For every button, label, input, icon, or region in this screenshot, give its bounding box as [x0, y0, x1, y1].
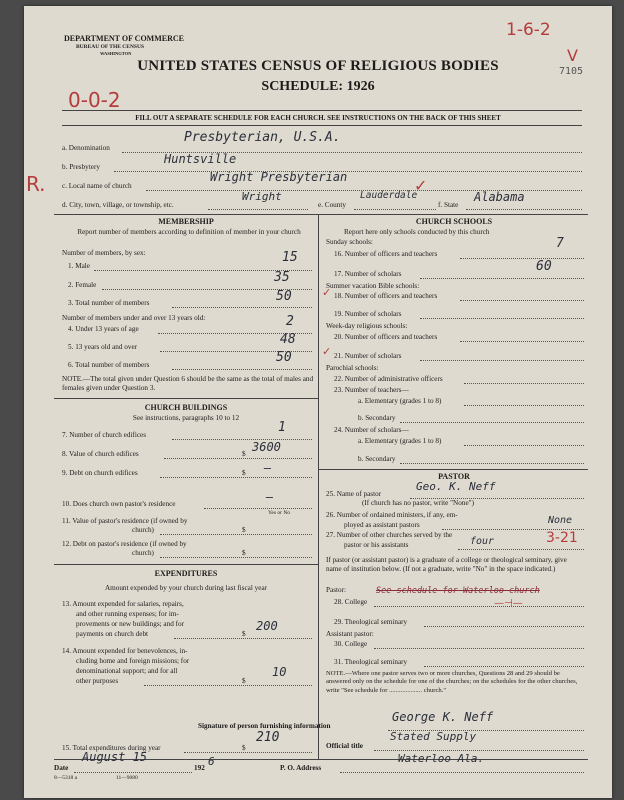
q25-hint: (If church has no pastor, write "None")	[362, 499, 474, 507]
q12-dollar: $	[242, 549, 246, 557]
official-title-value: Stated Supply	[390, 730, 477, 743]
q5-label: 5. 13 years old and over	[68, 343, 138, 351]
state-value: Alabama	[474, 190, 525, 204]
q31-line	[424, 666, 584, 667]
membership-note: NOTE.—The total given under Question 6 should be the same as the total of males and females given under Question 3.	[62, 375, 314, 392]
q10-label: 10. Does church own pastor's residence	[62, 500, 176, 508]
weekday-schools-label: Week-day religious schools:	[326, 322, 408, 330]
q31-label: 31. Theological seminary	[334, 658, 408, 666]
q14-label-line1: 14. Amount expended for benevolences, in-	[62, 647, 188, 655]
q21-label: 21. Number of scholars	[334, 352, 402, 360]
county-label: e. County	[318, 201, 346, 209]
q25-value: Geo. K. Neff	[416, 480, 496, 493]
q1-value: 15	[282, 250, 298, 265]
buildings-sub: See instructions, paragraphs 10 to 12	[132, 414, 240, 422]
year-value: 6	[208, 755, 215, 768]
q20-label: 20. Number of officers and teachers	[334, 333, 438, 341]
state-line	[466, 209, 582, 210]
q19-line	[420, 318, 584, 319]
city-line: WASHINGTON	[100, 51, 132, 56]
q18-check-mark: ✓	[322, 286, 332, 299]
date-value: August 15	[82, 750, 148, 764]
q21-check-mark: ✓	[322, 345, 332, 358]
department-line: DEPARTMENT OF COMMERCE	[64, 34, 185, 43]
county-value: Lauderdale	[360, 190, 418, 201]
q24a-line	[464, 445, 584, 446]
red-date-mark: 1-6-2	[506, 20, 551, 40]
date-label: Date	[54, 764, 69, 772]
q19-label: 19. Number of scholars	[334, 310, 402, 318]
q5-value: 48	[280, 332, 296, 347]
q13-dollar: $	[242, 630, 246, 638]
q12-label-line1: 12. Debt on pastor's residence (if owned by	[62, 540, 187, 548]
assistant-subhead: Assistant pastor:	[326, 630, 374, 638]
q29-line	[424, 626, 584, 627]
header-rule-bottom	[62, 125, 582, 126]
q17-value: 60	[536, 259, 552, 274]
q14-line	[144, 685, 312, 686]
pastor-subhead: Pastor:	[326, 586, 346, 594]
q12-line	[160, 557, 312, 558]
q30-line	[374, 648, 584, 649]
red-check-mark: V	[567, 46, 578, 65]
q13-label-line2: and other running expenses; for im-	[76, 610, 179, 618]
q14-dollar: $	[242, 677, 246, 685]
q11-dollar: $	[242, 526, 246, 534]
q27-value: four	[470, 536, 495, 547]
q23b-line	[400, 422, 584, 423]
q12-label-line2: church)	[132, 549, 154, 557]
q7-value: 1	[278, 420, 286, 435]
q24b-label: b. Secondary	[358, 455, 396, 463]
q29-label: 29. Theological seminary	[334, 618, 408, 626]
q14-label-line4: other purposes	[76, 677, 119, 685]
presbytery-line	[114, 171, 582, 172]
by-sex-label: Number of members, by sex:	[62, 249, 146, 257]
q9-line	[160, 477, 312, 478]
q28-red-strike: —⊣—	[494, 598, 523, 609]
form-code: 8—5318 a	[54, 775, 78, 781]
parochial-schools-label: Parochial schools:	[326, 364, 379, 372]
q18-label: 18. Number of officers and teachers	[334, 292, 438, 300]
red-r-mark: R.	[26, 172, 46, 196]
print-code: 11—9080	[116, 775, 138, 781]
q7-line	[172, 439, 312, 440]
q28-label: 28. College	[334, 598, 368, 606]
q28-line	[374, 606, 584, 607]
q26-label-line1: 26. Number of ordained ministers, if any, em-	[326, 511, 458, 519]
q2-value: 35	[274, 270, 290, 285]
q3-line	[172, 307, 312, 308]
q24b-line	[400, 463, 584, 464]
q27-label-line2: pastor or his assistants	[344, 541, 409, 549]
q14-value: 10	[272, 665, 287, 679]
form-instruction: FILL OUT A SEPARATE SCHEDULE FOR EACH CHURCH. SEE INSTRUCTIONS ON THE BACK OF THIS SHEET	[135, 114, 501, 122]
q27-line	[458, 549, 584, 550]
q13-label-line4: payments on church debt	[76, 630, 149, 638]
q15-line	[184, 752, 312, 753]
schools-heading: CHURCH SCHOOLS	[415, 217, 493, 226]
official-title-line	[374, 750, 584, 751]
church-name-value: Wright Presbyterian	[210, 170, 348, 184]
q11-label-line2: church)	[132, 526, 154, 534]
summer-schools-label: Summer vacation Bible schools:	[326, 282, 420, 290]
q17-label: 17. Number of scholars	[334, 270, 402, 278]
q23b-label: b. Secondary	[358, 414, 396, 422]
expenditures-sub: Amount expended by your church during last fiscal year	[104, 584, 268, 592]
pastor-note: NOTE.—Where one pastor serves two or more churches, Questions 28 and 29 should be answered only on the schedule for one of the churches; on the schedules for the other churches, write "See schedule for .................... church."	[326, 670, 578, 694]
state-label: f. State	[438, 201, 459, 209]
q2-label: 2. Female	[68, 281, 97, 289]
official-title-label: Official title	[326, 742, 363, 750]
q8-line	[164, 458, 312, 459]
presbytery-value: Huntsville	[164, 152, 237, 166]
sections-top-rule	[54, 214, 588, 215]
buildings-heading: CHURCH BUILDINGS	[144, 403, 228, 412]
church-name-label: c. Local name of church	[62, 182, 132, 190]
q13-label-line3: provements or new buildings; and for	[76, 620, 184, 628]
q13-label-line1: 13. Amount expended for salaries, repairs,	[62, 600, 184, 608]
q16-value: 7	[556, 236, 564, 251]
city-label: d. City, town, village, or township, etc.	[62, 201, 174, 209]
header-rule-top	[62, 110, 582, 111]
q23a-label: a. Elementary (grades 1 to 8)	[358, 397, 442, 405]
membership-intro: Report number of members according to definition of member in your church	[77, 228, 301, 236]
q17-line	[420, 278, 584, 279]
yes-no-hint: Yes or No	[268, 510, 291, 516]
q13-line	[174, 638, 312, 639]
q24a-label: a. Elementary (grades 1 to 8)	[358, 437, 442, 445]
q23a-line	[464, 405, 584, 406]
q11-label-line1: 11. Value of pastor's residence (if owned by	[62, 517, 188, 525]
presbytery-label: b. Presbytery	[62, 163, 100, 171]
q28-value: See schedule for Waterloo church	[376, 586, 540, 596]
city-value: Wright	[242, 190, 282, 203]
q10-line	[204, 508, 312, 509]
county-check-mark: ✓	[414, 176, 428, 195]
expenditures-heading: EXPENDITURES	[154, 569, 218, 578]
q9-label: 9. Debt on church edifices	[62, 469, 138, 477]
schools-intro: Report here only schools conducted by this church	[344, 228, 490, 236]
po-address-value: Waterloo Ala.	[398, 752, 485, 765]
pastor-heading: PASTOR	[438, 472, 470, 481]
q9-dollar: $	[242, 469, 246, 477]
q6-label: 6. Total number of members	[68, 361, 150, 369]
q4-label: 4. Under 13 years of age	[68, 325, 139, 333]
q13-value: 200	[256, 619, 278, 633]
q3-label: 3. Total number of members	[68, 299, 150, 307]
q14-label-line2: cluding home and foreign missions; for	[76, 657, 190, 665]
q15-value: 210	[256, 730, 280, 745]
signature-value: George K. Neff	[392, 710, 494, 724]
form-title: UNITED STATES CENSUS OF RELIGIOUS BODIES	[137, 58, 499, 74]
schedule-title: SCHEDULE: 1926	[261, 79, 375, 94]
q16-line	[460, 258, 584, 259]
q8-label: 8. Value of church edifices	[62, 450, 139, 458]
q10-value: —	[266, 490, 274, 504]
q22-label: 22. Number of administrative officers	[334, 375, 443, 383]
po-address-label: P. O. Address	[280, 764, 322, 772]
denomination-label: a. Denomination	[62, 144, 110, 152]
signature-label: Signature of person furnishing information	[198, 722, 331, 730]
under-over-label: Number of members under and over 13 years old:	[62, 314, 206, 322]
q23-label: 23. Number of teachers—	[334, 386, 409, 394]
q26-value: None	[548, 515, 573, 526]
stamp-number: 7105	[559, 66, 584, 77]
q22-line	[464, 383, 584, 384]
q26-label-line2: ployed as assistant pastors	[344, 521, 420, 529]
q6-value: 50	[276, 350, 292, 365]
q15-dollar: $	[242, 744, 246, 752]
q27-red-mark: 3-21	[546, 530, 578, 546]
q3-value: 50	[276, 289, 292, 304]
q1-label: 1. Male	[68, 262, 90, 270]
q30-label: 30. College	[334, 640, 368, 648]
q9-value: —	[264, 461, 272, 475]
po-address-line	[340, 772, 584, 773]
membership-heading: MEMBERSHIP	[158, 217, 214, 226]
bureau-line: BUREAU OF THE CENSUS	[76, 44, 145, 50]
q11-line	[160, 534, 312, 535]
q8-dollar: $	[242, 450, 246, 458]
q4-value: 2	[286, 314, 294, 329]
q25-label: 25. Name of pastor	[326, 490, 382, 498]
q6-line	[172, 369, 312, 370]
buildings-rule	[54, 398, 318, 399]
q24-label: 24. Number of scholars—	[334, 426, 409, 434]
census-schedule-page	[24, 6, 612, 798]
red-code-mark: 0-0-2	[68, 88, 121, 112]
pastor-rule	[319, 469, 588, 470]
q15-label: 15. Total expenditures during year	[62, 744, 161, 752]
q20-line	[460, 341, 584, 342]
city-line	[208, 209, 308, 210]
county-line	[354, 209, 436, 210]
q16-label: 16. Number of officers and teachers	[334, 250, 438, 258]
q27-label-line1: 27. Number of other churches served by the	[326, 531, 453, 539]
expenditures-rule	[54, 564, 318, 565]
q14-label-line3: denominational support; and for all	[76, 667, 178, 675]
denomination-value: Presbyterian, U.S.A.	[184, 130, 341, 145]
year-label: 192	[194, 764, 205, 772]
q21-line	[420, 360, 584, 361]
q7-label: 7. Number of church edifices	[62, 431, 147, 439]
graduate-note: If pastor (or assistant pastor) is a graduate of a college or theological seminary, give name of institution below. (If not a graduate, write "No" in the space indicated.)	[326, 556, 567, 573]
column-divider	[318, 214, 319, 759]
sunday-schools-label: Sunday schools:	[326, 238, 373, 246]
date-line	[74, 772, 192, 773]
q8-value: 3600	[252, 440, 281, 454]
q18-line	[460, 300, 584, 301]
